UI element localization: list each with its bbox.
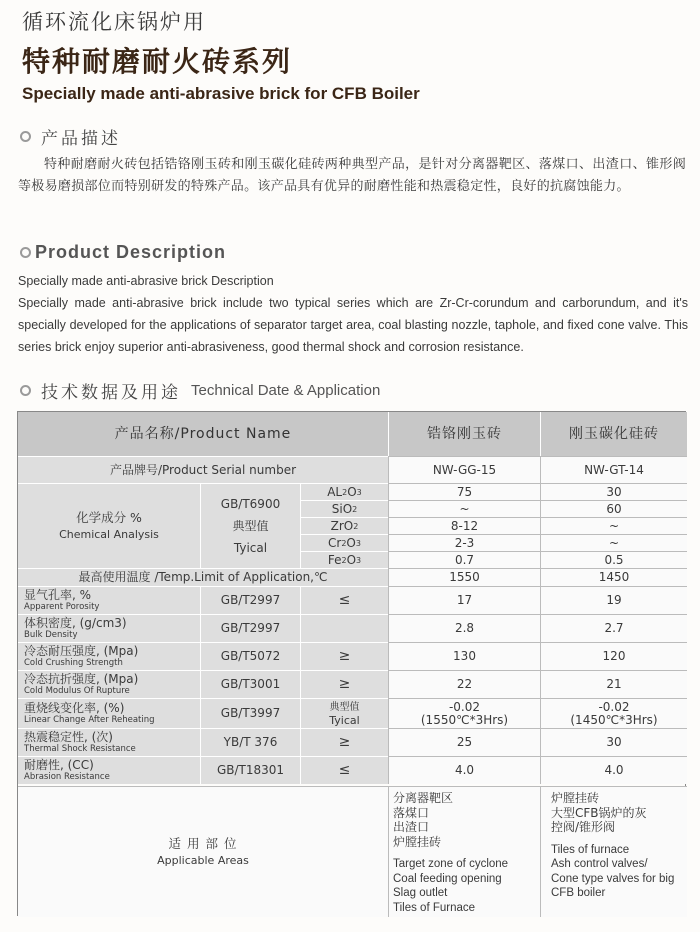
- property-standard: YB/T 376: [200, 728, 300, 756]
- property-value-col1: 4.0: [388, 756, 540, 784]
- property-value-col1: 130: [388, 642, 540, 670]
- areas-col2-en-item: Ash control valves/: [551, 858, 648, 870]
- desc-en-text: Specially made anti-abrasive brick include two typical series which are Zr-Cr-corundum and carborundum, and it's specially developed for the applications of separator target area, coal blasting nozzle, taphole, and fixed cone valve. This series brick enjoy superior anti-abrasiveness, good thermal shock and corrosion resistance.: [18, 296, 688, 354]
- section-desc-cn-heading: [20, 124, 121, 149]
- reheat-v1b: (1550℃*3Hrs): [420, 712, 509, 727]
- section-tech-cn: 技术数据及用途: [41, 383, 181, 403]
- desc-cn-text: 特种耐磨耐火砖包括锆铬刚玉砖和刚玉碳化硅砖两种典型产品，是针对分离器靶区、落煤口、出渣口、锥形阀等极易磨损部位而特别研发的特殊产品。该产品具有优异的耐磨性能和热震稳定性，良好的抗腐蚀能力。: [18, 157, 686, 194]
- page-title-en: Specially made anti-abrasive brick for CFB Boiler: [22, 84, 420, 103]
- property-operator: [300, 614, 388, 642]
- chem-value-col2: ~: [540, 517, 687, 534]
- property-label-cn: 重烧线变化率, (%): [24, 701, 125, 715]
- property-value-col1: 22: [388, 670, 540, 698]
- property-label-cn: 显气孔率, %: [24, 588, 92, 602]
- serial-v1: NW-GG-15: [388, 456, 540, 483]
- areas-label: [18, 786, 388, 917]
- page-title: 特种耐磨耐火砖系列: [22, 45, 293, 78]
- property-label-cn: 体积密度, (g/cm3): [24, 616, 127, 630]
- property-label: [18, 728, 200, 756]
- chem-value-col1: 0.7: [388, 551, 540, 568]
- property-label: [18, 586, 200, 614]
- property-standard: GB/T3001: [200, 670, 300, 698]
- property-label-en: Cold Crushing Strength: [24, 658, 123, 668]
- property-standard: GB/T2997: [200, 586, 300, 614]
- section-desc-cn-title: 产品描述: [41, 129, 121, 149]
- chem-sub: 3: [356, 555, 362, 565]
- header-col1: 锆铬刚玉砖: [388, 412, 540, 456]
- property-operator: [300, 698, 388, 728]
- chem-sub: 3: [355, 538, 361, 548]
- property-standard: GB/T2997: [200, 614, 300, 642]
- chem-value-col1: 75: [388, 483, 540, 500]
- page-subtitle: 循环流化床锅炉用: [22, 10, 206, 34]
- chem-value-col2: 60: [540, 500, 687, 517]
- section-tech-en: Technical Date & Application: [191, 382, 381, 399]
- areas-col1-spacer: [393, 849, 508, 857]
- chem-label-en: Chemical Analysis: [59, 528, 159, 541]
- temp-label: 最高使用温度 /Temp.Limit of Application,℃: [18, 568, 388, 586]
- property-label: [18, 614, 200, 642]
- chem-sub: 3: [356, 487, 362, 497]
- chem-component-name: AL 2 O 3: [300, 483, 388, 500]
- areas-col2-en-item: Tiles of furnace: [551, 843, 630, 856]
- chem-sub: 2: [352, 504, 358, 514]
- property-label-en: Apparent Porosity: [24, 602, 100, 612]
- areas-col1-en-item: Slag outlet: [393, 887, 448, 899]
- property-label: [18, 698, 200, 728]
- property-label-cn: 冷态抗折强度, (Mpa): [24, 672, 139, 686]
- chem-label: [18, 483, 200, 568]
- property-label: [18, 756, 200, 784]
- chem-component-name: ZrO 2: [300, 517, 388, 534]
- property-operator: ≤: [300, 586, 388, 614]
- property-operator-en: Tyical: [329, 713, 360, 727]
- areas-col1-cn-item: 分离器靶区: [393, 791, 454, 805]
- areas-col1: [388, 786, 540, 917]
- areas-col2-cn-item: 大型CFB锅炉的灰: [551, 805, 647, 820]
- property-label-cn: 热震稳定性, (次): [24, 730, 113, 744]
- serial-label: 产品牌号/Product Serial number: [18, 456, 388, 483]
- chem-label-cn: 化学成分 %: [76, 510, 142, 525]
- chem-sub: 2: [342, 487, 348, 497]
- desc-en-line1: Specially made anti-abrasive brick Description: [18, 274, 274, 288]
- areas-col1-cn-item: 出渣口: [393, 820, 430, 834]
- chem-value-col2: 0.5: [540, 551, 687, 568]
- areas-label-cn: 适 用 部 位: [168, 836, 238, 851]
- property-standard: GB/T18301: [200, 756, 300, 784]
- section-tech-heading: [20, 378, 380, 403]
- property-standard: GB/T5072: [200, 642, 300, 670]
- bullet-icon: [20, 247, 31, 258]
- section-desc-en-title: Product Description: [35, 242, 227, 262]
- header-col2: 刚玉碳化硅砖: [540, 412, 687, 456]
- areas-col1-cn-item: 落煤口: [393, 805, 430, 820]
- bullet-icon: [20, 385, 31, 396]
- chem-value-col2: ~: [540, 534, 687, 551]
- areas-label-en: Applicable Areas: [157, 854, 249, 867]
- reheat-v2a: -0.02: [598, 699, 630, 714]
- chem-component-name: Fe 2 O 3: [300, 551, 388, 568]
- areas-col1-en-item: Tiles of Furnace: [393, 901, 476, 914]
- property-value-col2: 120: [540, 642, 687, 670]
- temp-v2: 1450: [540, 568, 687, 586]
- property-operator: ≥: [300, 728, 388, 756]
- property-label-en: Linear Change After Reheating: [24, 715, 155, 725]
- chem-std: [200, 483, 300, 568]
- property-value-col2: 19: [540, 586, 687, 614]
- areas-col2-cn-item: 控阀/锥形阀: [551, 820, 616, 834]
- property-label: [18, 642, 200, 670]
- areas-col2-spacer: [551, 835, 674, 843]
- property-operator: ≥: [300, 670, 388, 698]
- chem-value-col1: 8-12: [388, 517, 540, 534]
- reheat-v1a: -0.02: [448, 699, 481, 714]
- property-label-en: Cold Modulus Of Rupture: [24, 686, 130, 696]
- serial-v2: NW-GT-14: [540, 456, 687, 483]
- property-value-col1: [388, 698, 540, 728]
- property-standard: GB/T3997: [200, 698, 300, 728]
- chem-std3: Tyical: [233, 540, 268, 555]
- property-value-col2: 4.0: [540, 756, 687, 784]
- bullet-icon: [20, 131, 31, 142]
- chem-component-name: SiO 2: [300, 500, 388, 517]
- property-operator: ≥: [300, 642, 388, 670]
- areas-col2-en-item: CFB boiler: [551, 887, 606, 899]
- chem-sub: 2: [353, 521, 359, 531]
- chem-std2: 典型值: [232, 518, 269, 533]
- areas-col2: [540, 786, 687, 917]
- tech-data-table: [17, 411, 686, 916]
- property-value-col2: 2.7: [540, 614, 687, 642]
- temp-v1: 1550: [388, 568, 540, 586]
- header-product-name: 产品名称/Product Name: [18, 412, 388, 456]
- chem-component-name: Cr 2 O 3: [300, 534, 388, 551]
- property-label-cn: 冷态耐压强度, (Mpa): [24, 644, 139, 658]
- chem-value-col1: ~: [388, 500, 540, 517]
- chem-value-col2: 30: [540, 483, 687, 500]
- areas-col1-cn-item: 炉膛挂砖: [393, 834, 442, 849]
- areas-col2-cn-item: 炉膛挂砖: [551, 791, 600, 805]
- property-operator-cn: 典型值: [329, 701, 360, 713]
- chem-std1: GB/T6900: [220, 496, 281, 511]
- chem-value-col1: 2-3: [388, 534, 540, 551]
- areas-col2-en-item: Cone type valves for big: [551, 872, 675, 885]
- property-value-col2: [540, 698, 687, 728]
- property-value-col1: 17: [388, 586, 540, 614]
- property-operator: ≤: [300, 756, 388, 784]
- property-label-en: Thermal Shock Resistance: [24, 744, 136, 754]
- property-label-cn: 耐磨性, (CC): [24, 758, 94, 772]
- property-value-col1: 25: [388, 728, 540, 756]
- property-label: [18, 670, 200, 698]
- property-label-en: Abrasion Resistance: [24, 772, 110, 782]
- property-value-col2: 21: [540, 670, 687, 698]
- reheat-v2b: (1450℃*3Hrs): [570, 712, 658, 727]
- property-label-en: Bulk Density: [24, 630, 78, 640]
- property-value-col2: 30: [540, 728, 687, 756]
- areas-col1-en-item: Target zone of cyclone: [393, 858, 509, 870]
- areas-col1-en-item: Coal feeding opening: [393, 872, 502, 885]
- section-desc-en-heading: [20, 242, 226, 263]
- chem-sub: 2: [341, 538, 347, 548]
- property-value-col1: 2.8: [388, 614, 540, 642]
- chem-sub: 2: [341, 555, 347, 565]
